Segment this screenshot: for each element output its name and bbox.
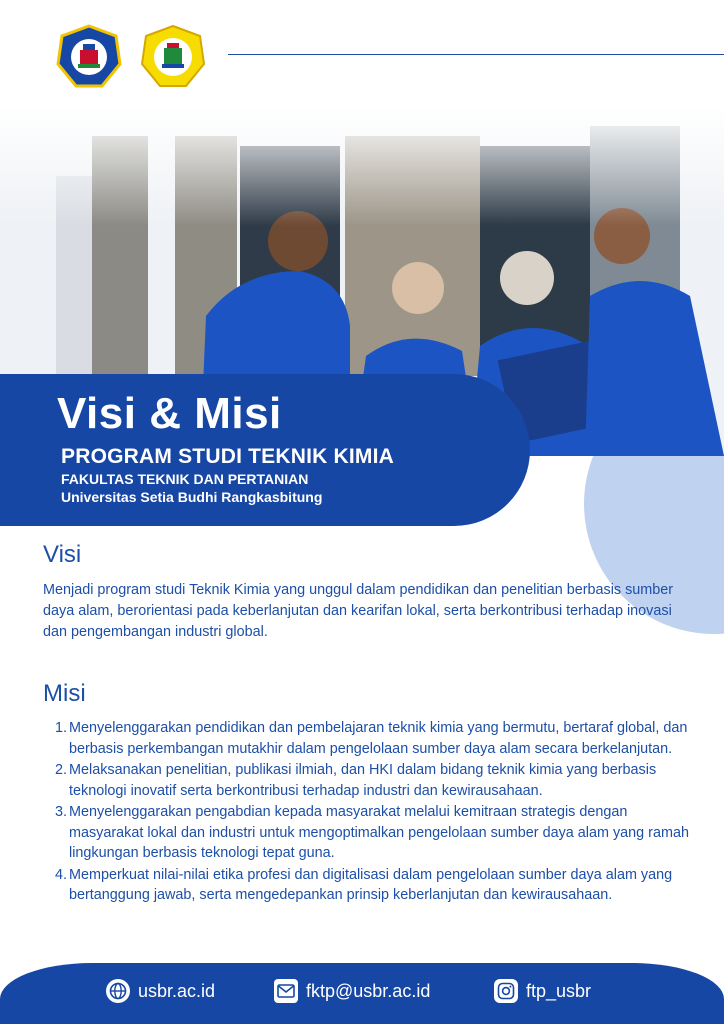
misi-item: [43, 865, 693, 906]
misi-list: [43, 718, 693, 907]
page-title: Visi & Misi: [57, 389, 282, 438]
misi-item-text: Menyelenggarakan pengabdian kepada masyarakat melalui kemitraan strategis dengan masyarakat lokal dan industri untuk mengoptimalkan pengelolaan sumber daya alam yang ramah lingkungan berbasis teknologi tepat guna.: [69, 804, 689, 861]
header-divider: [228, 54, 724, 55]
website-link[interactable]: [106, 979, 215, 1003]
logo-group: [56, 24, 206, 90]
email-text: fktp@usbr.ac.id: [306, 980, 431, 1001]
university-name: Universitas Setia Budhi Rangkasbitung: [61, 489, 323, 505]
misi-item: [43, 760, 693, 801]
instagram-text: ftp_usbr: [526, 980, 592, 1001]
misi-item-text: Melaksanakan penelitian, publikasi ilmiah, dan HKI dalam bidang teknik kimia yang berbasis teknologi inovatif serta berkontribusi terhadap industri dan kewirausahaan.: [69, 762, 657, 799]
email-link[interactable]: [274, 979, 430, 1003]
faculty-name: FAKULTAS TEKNIK DAN PERTANIAN: [61, 471, 309, 487]
yayasan-logo: [140, 24, 206, 90]
program-name: PROGRAM STUDI TEKNIK KIMIA: [61, 445, 395, 468]
misi-heading: Misi: [43, 680, 86, 707]
misi-item-number: 2.: [54, 762, 67, 778]
mail-icon: [274, 979, 298, 1003]
misi-item: [43, 802, 693, 864]
misi-item-number: 4.: [54, 866, 67, 883]
instagram-link[interactable]: [494, 979, 591, 1003]
visi-heading: Visi: [43, 541, 82, 568]
instagram-icon: [494, 979, 518, 1003]
photo-fade: [0, 106, 724, 226]
misi-item-number: 1.: [54, 720, 67, 736]
globe-icon: [106, 979, 130, 1003]
usb-logo: [56, 24, 122, 90]
visi-text: Menjadi program studi Teknik Kimia yang unggul dalam pendidikan dan penelitian berbasis sumber daya alam, berorientasi pada keberlanjutan dan kearifan lokal, serta berkontribusi terhadap inovasi dan pengembangan industri global.: [43, 582, 674, 640]
website-text: usbr.ac.id: [138, 980, 216, 1001]
footer-contact-bar: [0, 963, 724, 1024]
title-banner: [0, 374, 530, 526]
misi-item-text: Menyelenggarakan pendidikan dan pembelajaran teknik kimia yang bermutu, bertaraf global, dan berbasis perkembangan mutakhir dalam pengelolaan sumber daya alam secara berkelanjutan.: [69, 720, 688, 757]
misi-item-number: 3.: [54, 804, 67, 820]
misi-item: [43, 718, 693, 759]
misi-item-text: Memperkuat nilai-nilai etika profesi dan digitalisasi dalam pengelolaan sumber daya alam yang bertanggung jawab, serta mengedepankan prinsip keberlanjutan dan kewirausahaan.: [69, 866, 673, 903]
